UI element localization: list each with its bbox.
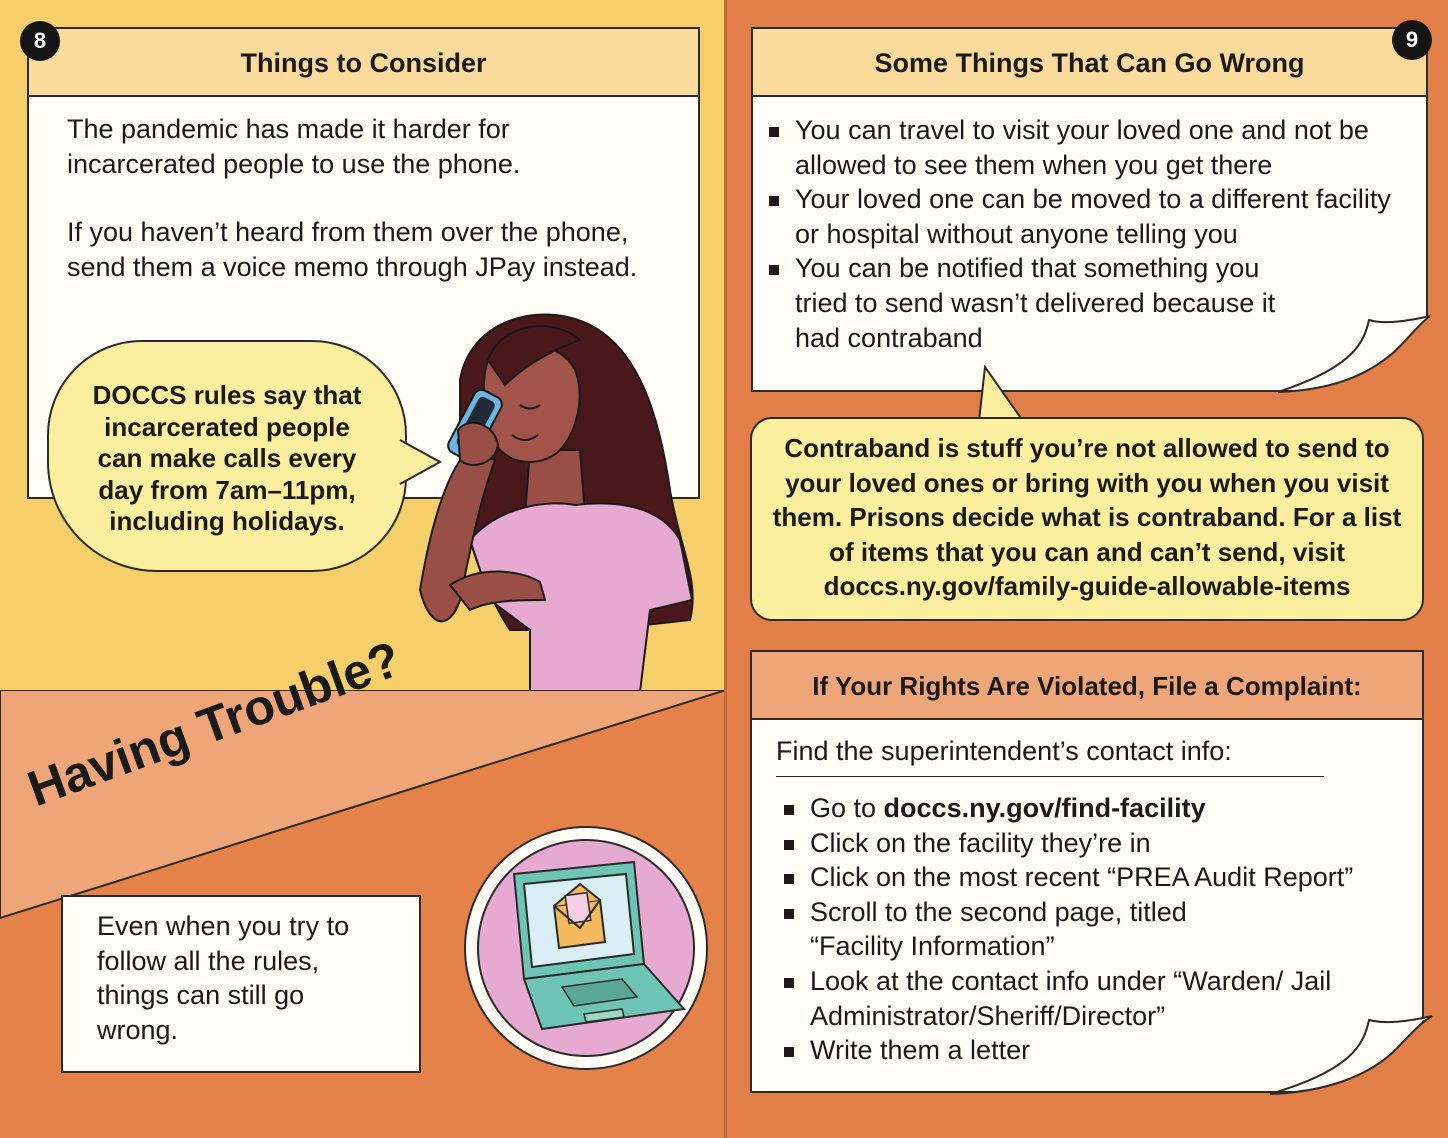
- contraband-bubble-tail: [971, 365, 1031, 423]
- list-item: Write them a letter: [784, 1033, 1412, 1068]
- things-can-go-wrong-title: Some Things That Can Go Wrong: [753, 29, 1426, 97]
- call-hours-speech-bubble: [47, 340, 407, 572]
- trouble-note-text: Even when you try to follow all the rules, things can still go wrong.: [97, 911, 350, 1045]
- trouble-note-card: [61, 895, 421, 1073]
- list-item: You can travel to visit your loved one and not be allowed to see them when you get there: [769, 113, 1406, 182]
- list-item: Click on the most recent “PREA Audit Report”: [784, 860, 1412, 895]
- right-page: [726, 0, 1448, 1138]
- contraband-info-bubble: [750, 417, 1424, 621]
- list-item: Your loved one can be moved to a different facility or hospital without anyone telling you: [769, 182, 1406, 251]
- list-item: Scroll to the second page, titled “Facility Information”: [784, 895, 1412, 964]
- contraband-text: Contraband is stuff you’re not allowed to send to your loved ones or bring with you when you visit them. Prisons decide what is contraband. For a list of items that you can and can’t send, visit: [772, 433, 1402, 567]
- allowable-items-link[interactable]: doccs.ny.gov/family-guide-allowable-items: [823, 571, 1351, 602]
- page-curl-bottom: [1266, 1012, 1436, 1096]
- superintendent-intro: Find the superintendent’s contact info:: [776, 734, 1324, 777]
- consider-paragraph-2: If you haven’t heard from them over the phone, send them a voice memo through JPay instead.: [67, 217, 638, 282]
- woman-on-phone-illustration: [400, 300, 726, 692]
- list-item: [784, 791, 1412, 826]
- page-number-9: 9: [1392, 20, 1432, 60]
- list-item: Click on the facility they’re in: [784, 826, 1412, 861]
- speech-bubble-tail: [398, 438, 444, 488]
- list-item: You can be notified that something you tried to send wasn’t delivered because it had contraband: [769, 251, 1406, 355]
- call-hours-text: DOCCS rules say that incarcerated people can make calls every day from 7am–11pm, including holidays.: [92, 380, 362, 536]
- having-trouble-title: Having Trouble?: [20, 630, 408, 818]
- page-number-8: 8: [20, 21, 60, 61]
- page-curl-top: [1274, 312, 1434, 394]
- step-go-to-text: Go to: [810, 793, 884, 823]
- consider-paragraph-1: The pandemic has made it harder for incarcerated people to use the phone.: [67, 114, 521, 179]
- list-item: Look at the contact info under “Warden/ Jail Administrator/Sheriff/Director”: [784, 964, 1412, 1033]
- file-complaint-title: If Your Rights Are Violated, File a Complaint:: [752, 652, 1422, 720]
- find-facility-link[interactable]: doccs.ny.gov/find-facility: [883, 793, 1206, 823]
- book-spine: [724, 0, 727, 1138]
- things-to-consider-title: Things to Consider: [29, 29, 698, 97]
- laptop-envelope-icon: [462, 824, 710, 1072]
